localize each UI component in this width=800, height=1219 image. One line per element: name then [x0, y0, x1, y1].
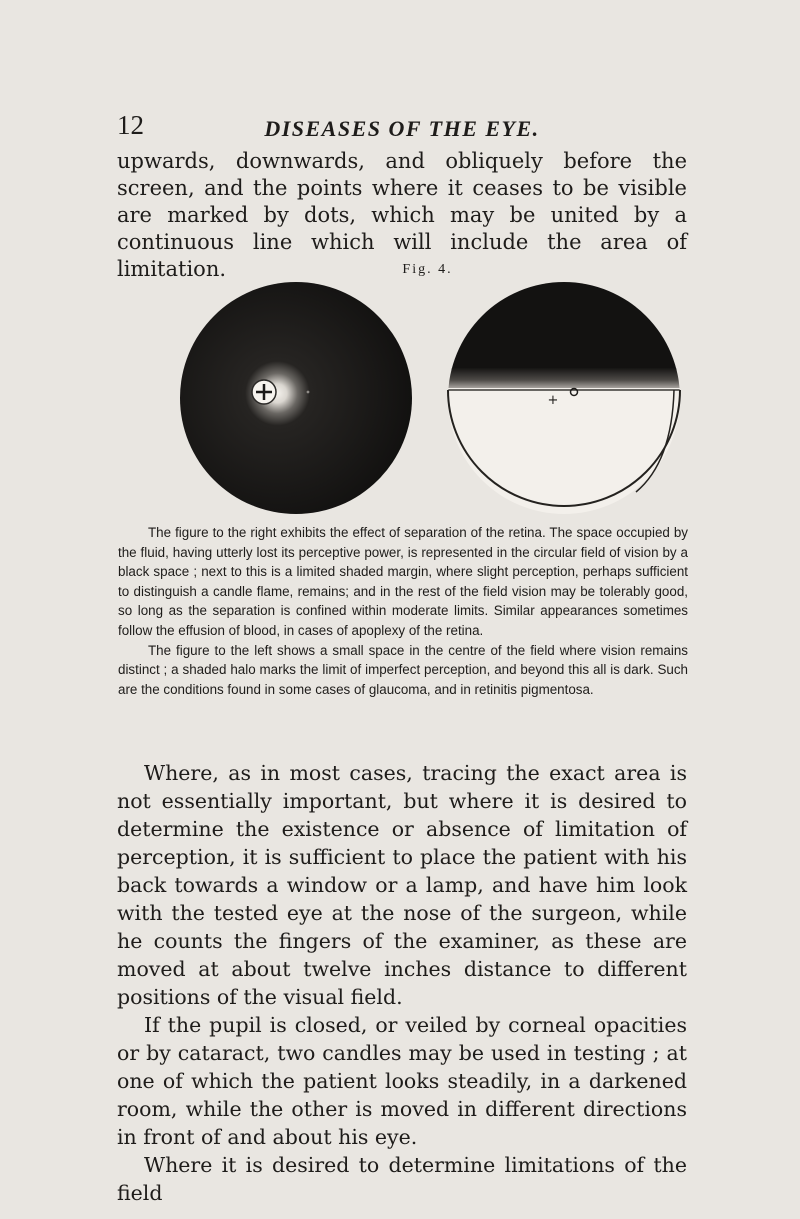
body-paragraph-2: If the pupil is closed, or veiled by corneal opacities or by cataract, two candles may be used in testing ; at one of which the patient looks steadily, in a darkened room, while the other is moved in different directions in front of and about his eye. [117, 1013, 687, 1149]
caption-paragraph-1: The figure to the right exhibits the effect of separation of the retina. The space occupied by the fluid, having utterly lost its perceptive power, is represented in the circular field of vision by a black space ; next to this is a limited shaded margin, where slight perception, perhaps sufficient to distinguish a candle flame, remains; and in the rest of the field vision may be tolerably good, so long as the separation is confined within moderate limits. Similar appearances sometimes follow the effusion of blood, in cases of apoplexy of the retina. [118, 525, 688, 638]
figure-label: Fig. 4. [402, 262, 453, 277]
figure-illustration [180, 282, 710, 514]
body-paragraph-1: Where, as in most cases, tracing the exact area is not essentially important, but where it is desired to determine the existence or absence of limitation of perception, it is sufficient to place the patient with his back towards a window or a lamp, and have him look with the tested eye at the nose of the surgeon, while he counts the fingers of the examiner, as these are moved at about twelve inches distance to different positions of the visual field. [117, 761, 687, 1009]
plus-mark-icon: + [547, 393, 559, 408]
figure-4 [180, 282, 710, 514]
page-number: 12 [117, 110, 144, 140]
left-visual-field [180, 282, 412, 514]
running-head: DISEASES OF THE EYE. [264, 116, 540, 141]
page-header [117, 106, 687, 146]
body-text [117, 759, 687, 1207]
figure-caption [118, 523, 688, 699]
shaded-margin [440, 368, 690, 388]
body-paragraph-3: Where it is desired to determine limitations of the field [117, 1153, 687, 1205]
caption-paragraph-2: The figure to the left shows a small space in the centre of the field where vision remains distinct ; a shaded halo marks the limit of imperfect perception, and beyond this all is dark. Such are the conditions found in some cases of glaucoma, and in retinitis pigmentosa. [118, 642, 688, 697]
blind-area [440, 282, 690, 370]
top-paragraph: upwards, downwards, and obliquely before the screen, and the points where it ceases to be visible are marked by dots, which may be united by a continuous line which will include the area of limitation. [117, 149, 687, 281]
right-visual-field [440, 282, 690, 514]
